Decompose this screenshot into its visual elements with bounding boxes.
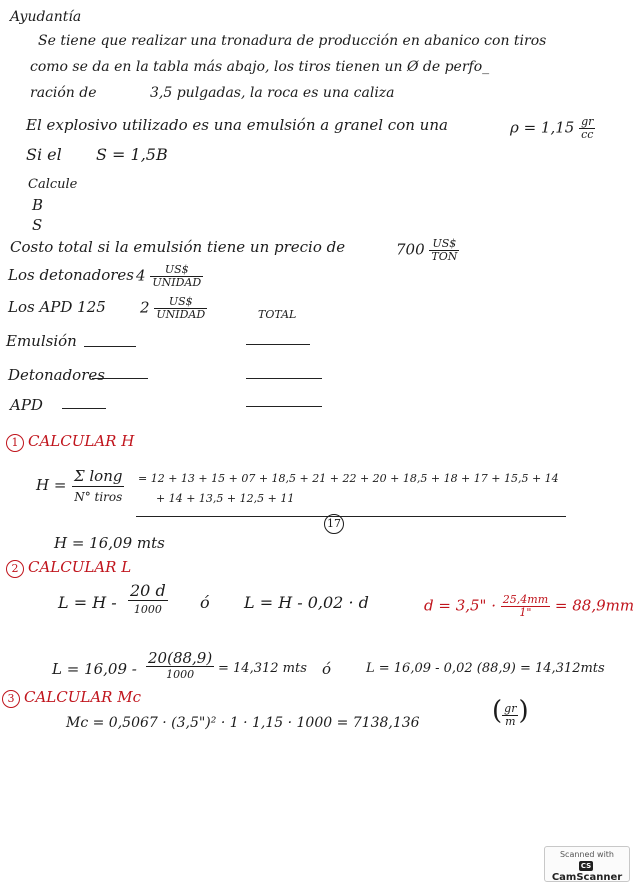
d-conversion-fraction	[501, 594, 550, 619]
apd-total-blank	[246, 406, 322, 407]
emulsion-blank	[84, 346, 136, 347]
apd-blank	[62, 408, 106, 409]
intro-line-2: como se da en la tabla más abajo, los tiros tienen un Ø de perfo_	[30, 59, 490, 75]
intro-line-3a: ración de	[30, 85, 97, 101]
l-formula-b: L = H - 0,02 · d	[244, 593, 369, 612]
cost-price	[396, 238, 459, 263]
explosive-text: El explosivo utilizado es una emulsión a granel con una	[26, 116, 448, 134]
l-formula-a: L = H -	[58, 593, 117, 612]
cost-price-unit-num: US$	[429, 238, 459, 251]
mc-unit-paren-open: (	[492, 696, 503, 726]
page-title: Ayudantía	[10, 9, 82, 25]
emulsion-row-label: Emulsión	[6, 332, 77, 350]
l-formula-a-fraction	[128, 582, 168, 619]
l-calc-a: L = 16,09 -	[52, 660, 137, 678]
camscanner-logo-icon: CS	[580, 862, 592, 870]
step3-title: CALCULAR Mc	[24, 688, 142, 706]
detonators-unit-num: US$	[150, 264, 203, 277]
apd-price	[140, 296, 207, 321]
h-series-line-1: = 12 + 13 + 15 + 07 + 18,5 + 21 + 22 + 20 + 18,5 + 18 + 17 + 15,5 + 14	[138, 472, 559, 485]
step3-number: 3	[2, 690, 20, 708]
l-calc-a-frac	[146, 650, 214, 683]
step2-heading	[6, 558, 131, 578]
cost-text: Costo total si la emulsión tiene un precio de	[10, 238, 346, 256]
apd-price-value: 2	[140, 298, 150, 317]
step1-heading	[6, 432, 134, 452]
emulsion-total-blank	[246, 344, 310, 345]
step1-title: CALCULAR H	[28, 432, 135, 450]
tube-count: 17	[324, 514, 344, 534]
s-if-label: Si el	[26, 145, 62, 164]
step3-heading	[2, 688, 141, 708]
step1-number: 1	[6, 434, 24, 452]
detonators-unit-den: UNIDAD	[152, 276, 202, 289]
apd-row-label: APD	[10, 396, 43, 414]
total-header: TOTAL	[258, 308, 297, 321]
l-calc-a-num: 20(88,9)	[148, 649, 213, 667]
density-unit	[579, 116, 595, 141]
calculate-label: Calcule	[28, 177, 78, 192]
s-value: S = 1,5B	[96, 145, 168, 164]
detonators-label: Los detonadores	[8, 266, 134, 284]
l-formula-a-den: 1000	[133, 603, 162, 616]
explosive-density	[510, 116, 595, 141]
apd-label: Los APD 125	[8, 298, 106, 316]
l-formula-a-frac	[128, 582, 168, 619]
camscanner-watermark	[544, 846, 630, 882]
l-or-1: ó	[200, 593, 210, 612]
h-series-line-2: + 14 + 13,5 + 12,5 + 11	[156, 492, 295, 505]
density-unit-num: gr	[579, 116, 595, 129]
mc-unit-num: gr	[504, 701, 517, 715]
sum-fraction	[72, 466, 124, 507]
d-conversion	[424, 594, 634, 619]
apd-unit-den: UNIDAD	[156, 308, 206, 321]
cost-price-value: 700	[396, 240, 425, 259]
d-conversion-a: d = 3,5" ·	[424, 596, 496, 615]
mc-formula: Mc = 0,5067 · (3,5")² · 1 · 1,15 · 1000 = 7138,136	[66, 715, 420, 731]
mc-unit-fraction	[502, 703, 518, 728]
mc-unit-den: m	[505, 714, 516, 728]
detonators-price	[136, 264, 203, 289]
detonators-price-unit	[150, 264, 203, 289]
cost-price-unit-den: TON	[431, 250, 458, 263]
detonators-blank	[92, 378, 148, 379]
detonators-total-blank	[246, 378, 322, 379]
watermark-top-text: Scanned with	[559, 850, 615, 859]
step2-title: CALCULAR L	[28, 558, 132, 576]
detonators-price-value: 4	[136, 266, 146, 285]
h-denominator	[324, 514, 348, 534]
watermark-brand	[545, 861, 629, 883]
calculate-s: S	[32, 216, 43, 234]
l-calc-a-result: = 14,312 mts	[218, 661, 307, 676]
sum-denominator: N° tiros	[74, 490, 123, 504]
cost-price-unit	[429, 238, 459, 263]
intro-line-3b: 3,5 pulgadas, la roca es una caliza	[150, 85, 395, 101]
apd-price-unit	[154, 296, 207, 321]
l-calc-a-fraction	[146, 650, 214, 683]
l-or-2: ó	[322, 660, 332, 678]
h-result: H = 16,09 mts	[54, 534, 165, 552]
step2-number: 2	[6, 560, 24, 578]
d-conversion-result: = 88,9mm	[554, 596, 635, 615]
h-fraction	[72, 466, 124, 507]
density-unit-den: cc	[581, 128, 594, 141]
d-conversion-num: 25,4mm	[502, 593, 549, 606]
d-conversion-den: 1"	[519, 606, 532, 619]
sum-numerator: Σ long	[74, 467, 123, 485]
detonators-row-label: Detonadores	[8, 366, 105, 384]
l-calc-a-den: 1000	[166, 668, 195, 681]
l-formula-a-num: 20 d	[130, 581, 166, 600]
watermark-brand-text: CamScanner	[551, 872, 623, 883]
apd-unit-num: US$	[154, 296, 207, 309]
mc-unit-paren-close: )	[518, 696, 529, 726]
calculate-b: B	[32, 196, 44, 214]
h-fraction-bar	[136, 516, 566, 517]
mc-unit	[492, 696, 529, 728]
intro-line-1: Se tiene que realizar una tronadura de producción en abanico con tiros	[38, 33, 547, 49]
l-calc-b: L = 16,09 - 0,02 (88,9) = 14,312mts	[366, 661, 605, 676]
h-lhs: H =	[36, 476, 67, 494]
density-value: ρ = 1,15	[510, 118, 575, 137]
